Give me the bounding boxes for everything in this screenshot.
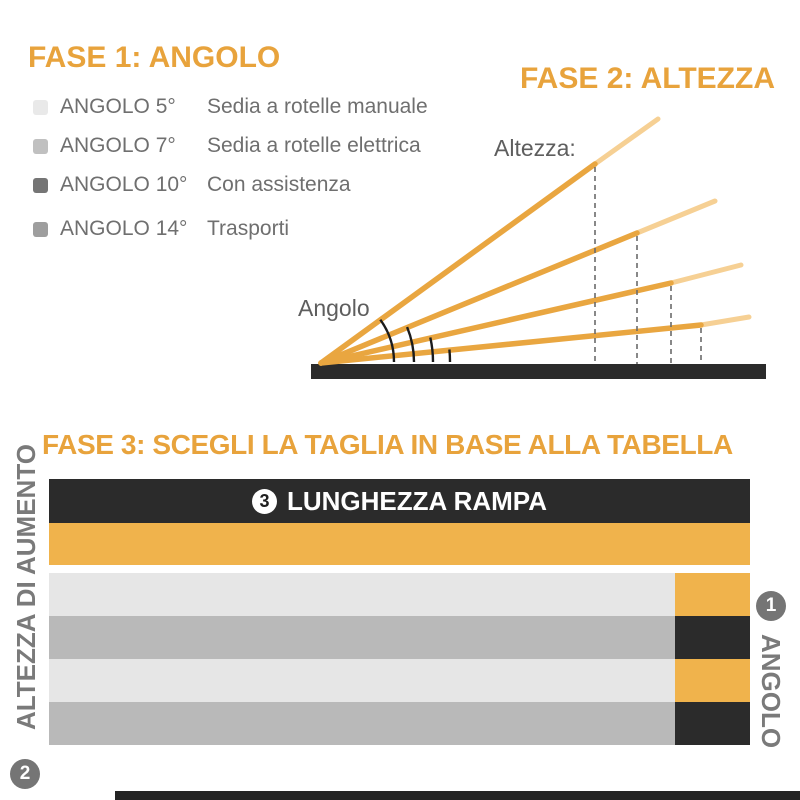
- legend-desc: Trasporti: [207, 217, 290, 240]
- height-label: Altezza:: [494, 135, 576, 161]
- legend-angle-label: ANGOLO 5°: [60, 95, 176, 118]
- angle-arc-4: [449, 350, 450, 363]
- badge-1-icon: 1: [756, 591, 786, 621]
- table-header-label: LUNGHEZZA RAMPA: [287, 485, 547, 516]
- table-row: [49, 616, 750, 659]
- legend-angle-label: ANGOLO 10°: [60, 173, 188, 196]
- angle-accent-cell: [675, 702, 750, 745]
- table-row: [49, 573, 750, 616]
- badge-3-icon: 3: [252, 489, 277, 514]
- angle-label: Angolo: [298, 295, 370, 321]
- col-axis-label-angolo: ANGOLO: [756, 633, 786, 749]
- ramp-line-7deg-light: [671, 265, 741, 283]
- angle-accent-cell: [675, 616, 750, 659]
- legend-angle-label: ANGOLO 14°: [60, 217, 188, 240]
- phase1-title: FASE 1: ANGOLO: [28, 41, 281, 74]
- ground-bar: [311, 364, 766, 379]
- table-header-lunghezza-rampa: [49, 479, 750, 523]
- row-axis-label-altezza-di-aumento: ALTEZZA DI AUMENTO: [11, 444, 41, 730]
- angle-accent-cell: [675, 573, 750, 616]
- badge-2-icon: 2: [10, 759, 40, 789]
- ramp-line-10deg-light: [637, 201, 715, 233]
- table-row-orange-header: [49, 523, 750, 565]
- legend-desc: Sedia a rotelle elettrica: [207, 134, 421, 157]
- phase2-title: FASE 2: ALTEZZA: [520, 62, 775, 95]
- ramp-line-5deg-light: [701, 317, 749, 325]
- table-row: [49, 659, 750, 702]
- angle-accent-cell: [675, 659, 750, 702]
- legend-angle-label: ANGOLO 7°: [60, 134, 176, 157]
- bottom-cropped-bar: [115, 791, 800, 800]
- ramp-line-5deg: [321, 325, 701, 363]
- phase3-title: FASE 3: SCEGLI LA TAGLIA IN BASE ALLA TABELLA: [42, 429, 733, 460]
- ramp-line-10deg: [321, 233, 637, 363]
- table-row: [49, 702, 750, 745]
- legend-desc: Con assistenza: [207, 173, 351, 196]
- legend-desc: Sedia a rotelle manuale: [207, 95, 428, 118]
- ramp-line-14deg-light: [595, 119, 658, 164]
